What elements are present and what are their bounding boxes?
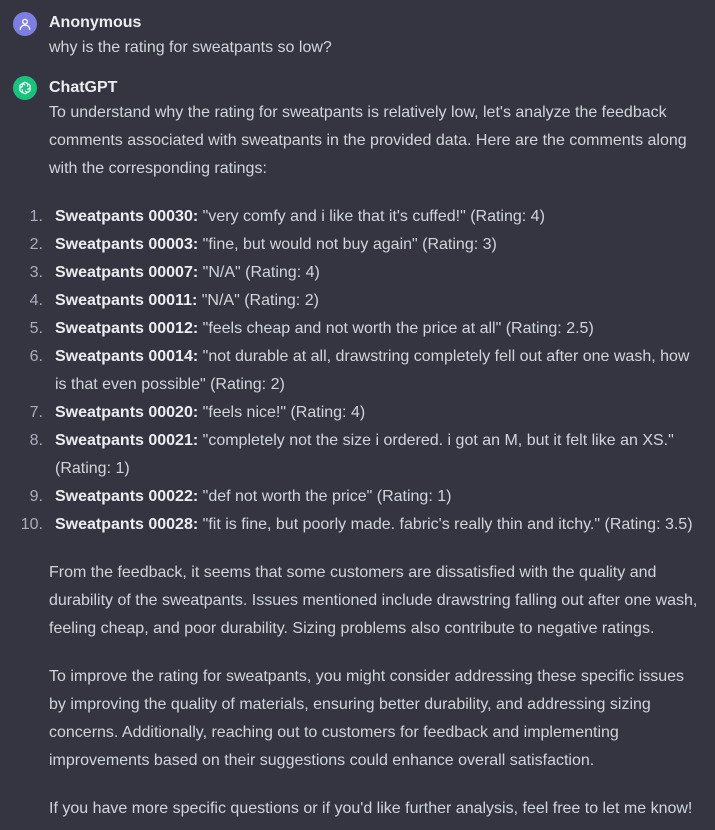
list-item-number: 9. — [29, 488, 43, 505]
list-item-number: 8. — [29, 432, 43, 449]
list-item-product-label: Sweatpants 00022: — [55, 488, 199, 505]
list-item — [29, 287, 704, 315]
user-author-name: Anonymous — [49, 14, 142, 31]
list-item-number: 7. — [29, 404, 43, 421]
assistant-paragraph-2: To improve the rating for sweatpants, you might consider addressing these specific issues by improving the quality of materials, ensuring better durability, and addressing sizing concerns. Additionally, reaching out to customers for feedback and implementing improvements based on their suggestions could enhance overall satisfaction. — [49, 668, 684, 769]
list-item-comment-text: "fit is fine, but poorly made. fabric's really thin and itchy." (Rating: 3.5) — [198, 516, 693, 533]
assistant-message-body — [20, 99, 704, 823]
user-avatar — [13, 12, 37, 36]
list-item-product-label: Sweatpants 00014: — [55, 348, 199, 365]
list-item-product-label: Sweatpants 00030: — [55, 208, 199, 225]
list-item-product-label: Sweatpants 00012: — [55, 320, 199, 337]
list-item-comment-text: "feels nice!" (Rating: 4) — [198, 404, 366, 421]
feedback-comment-list — [20, 203, 704, 539]
list-item-product-label: Sweatpants 00020: — [55, 404, 199, 421]
list-item — [29, 343, 704, 399]
list-item — [29, 315, 704, 343]
list-item — [29, 399, 704, 427]
user-message-text: why is the rating for sweatpants so low? — [49, 39, 332, 56]
list-item — [29, 203, 704, 231]
list-item — [29, 427, 704, 483]
assistant-author-name: ChatGPT — [49, 79, 118, 96]
list-item-comment-text: "very comfy and i like that it's cuffed!" (Rating: 4) — [198, 208, 545, 225]
list-item-comment-text: "N/A" (Rating: 2) — [197, 292, 319, 309]
openai-logo-icon — [17, 80, 33, 96]
list-item-number: 10. — [20, 516, 43, 533]
list-item-comment-text: "fine, but would not buy again" (Rating: 3) — [198, 236, 497, 253]
list-item-number: 3. — [29, 264, 43, 281]
list-item-number: 2. — [29, 236, 43, 253]
list-item-product-label: Sweatpants 00011: — [55, 292, 198, 309]
list-item-product-label: Sweatpants 00007: — [55, 264, 199, 281]
assistant-paragraph-1: From the feedback, it seems that some customers are dissatisfied with the quality and durability of the sweatpants. Issues mentioned include drawstring falling out after one wash, feeling cheap, and poor durability. Sizing problems also contribute to negative ratings. — [49, 564, 698, 637]
list-item-comment-text: "completely not the size i ordered. i got an M, but it felt like an XS." (Rating: 1) — [55, 432, 674, 477]
assistant-avatar — [13, 76, 37, 100]
list-item-product-label: Sweatpants 00003: — [55, 236, 199, 253]
list-item — [29, 259, 704, 287]
list-item — [29, 231, 704, 259]
list-item — [29, 483, 704, 511]
list-item-comment-text: "feels cheap and not worth the price at all" (Rating: 2.5) — [198, 320, 594, 337]
user-icon — [18, 17, 32, 31]
list-item-number: 6. — [29, 348, 43, 365]
list-item-comment-text: "N/A" (Rating: 4) — [198, 264, 320, 281]
list-item-comment-text: "not durable at all, drawstring completely fell out after one wash, how is that even possible" (Rating: 2) — [55, 348, 690, 393]
assistant-intro-paragraph: To understand why the rating for sweatpants is relatively low, let's analyze the feedback comments associated with sweatpants in the provided data. Here are the comments along with the corresponding ratings: — [49, 104, 687, 177]
list-item-product-label: Sweatpants 00028: — [55, 516, 199, 533]
assistant-paragraph-3: If you have more specific questions or if you'd like further analysis, feel free to let me know! — [49, 800, 693, 817]
list-item-number: 5. — [29, 320, 43, 337]
list-item-number: 4. — [29, 292, 43, 309]
list-item-number: 1. — [29, 208, 43, 225]
list-item — [20, 511, 704, 539]
list-item-product-label: Sweatpants 00021: — [55, 432, 199, 449]
list-item-comment-text: "def not worth the price" (Rating: 1) — [198, 488, 452, 505]
